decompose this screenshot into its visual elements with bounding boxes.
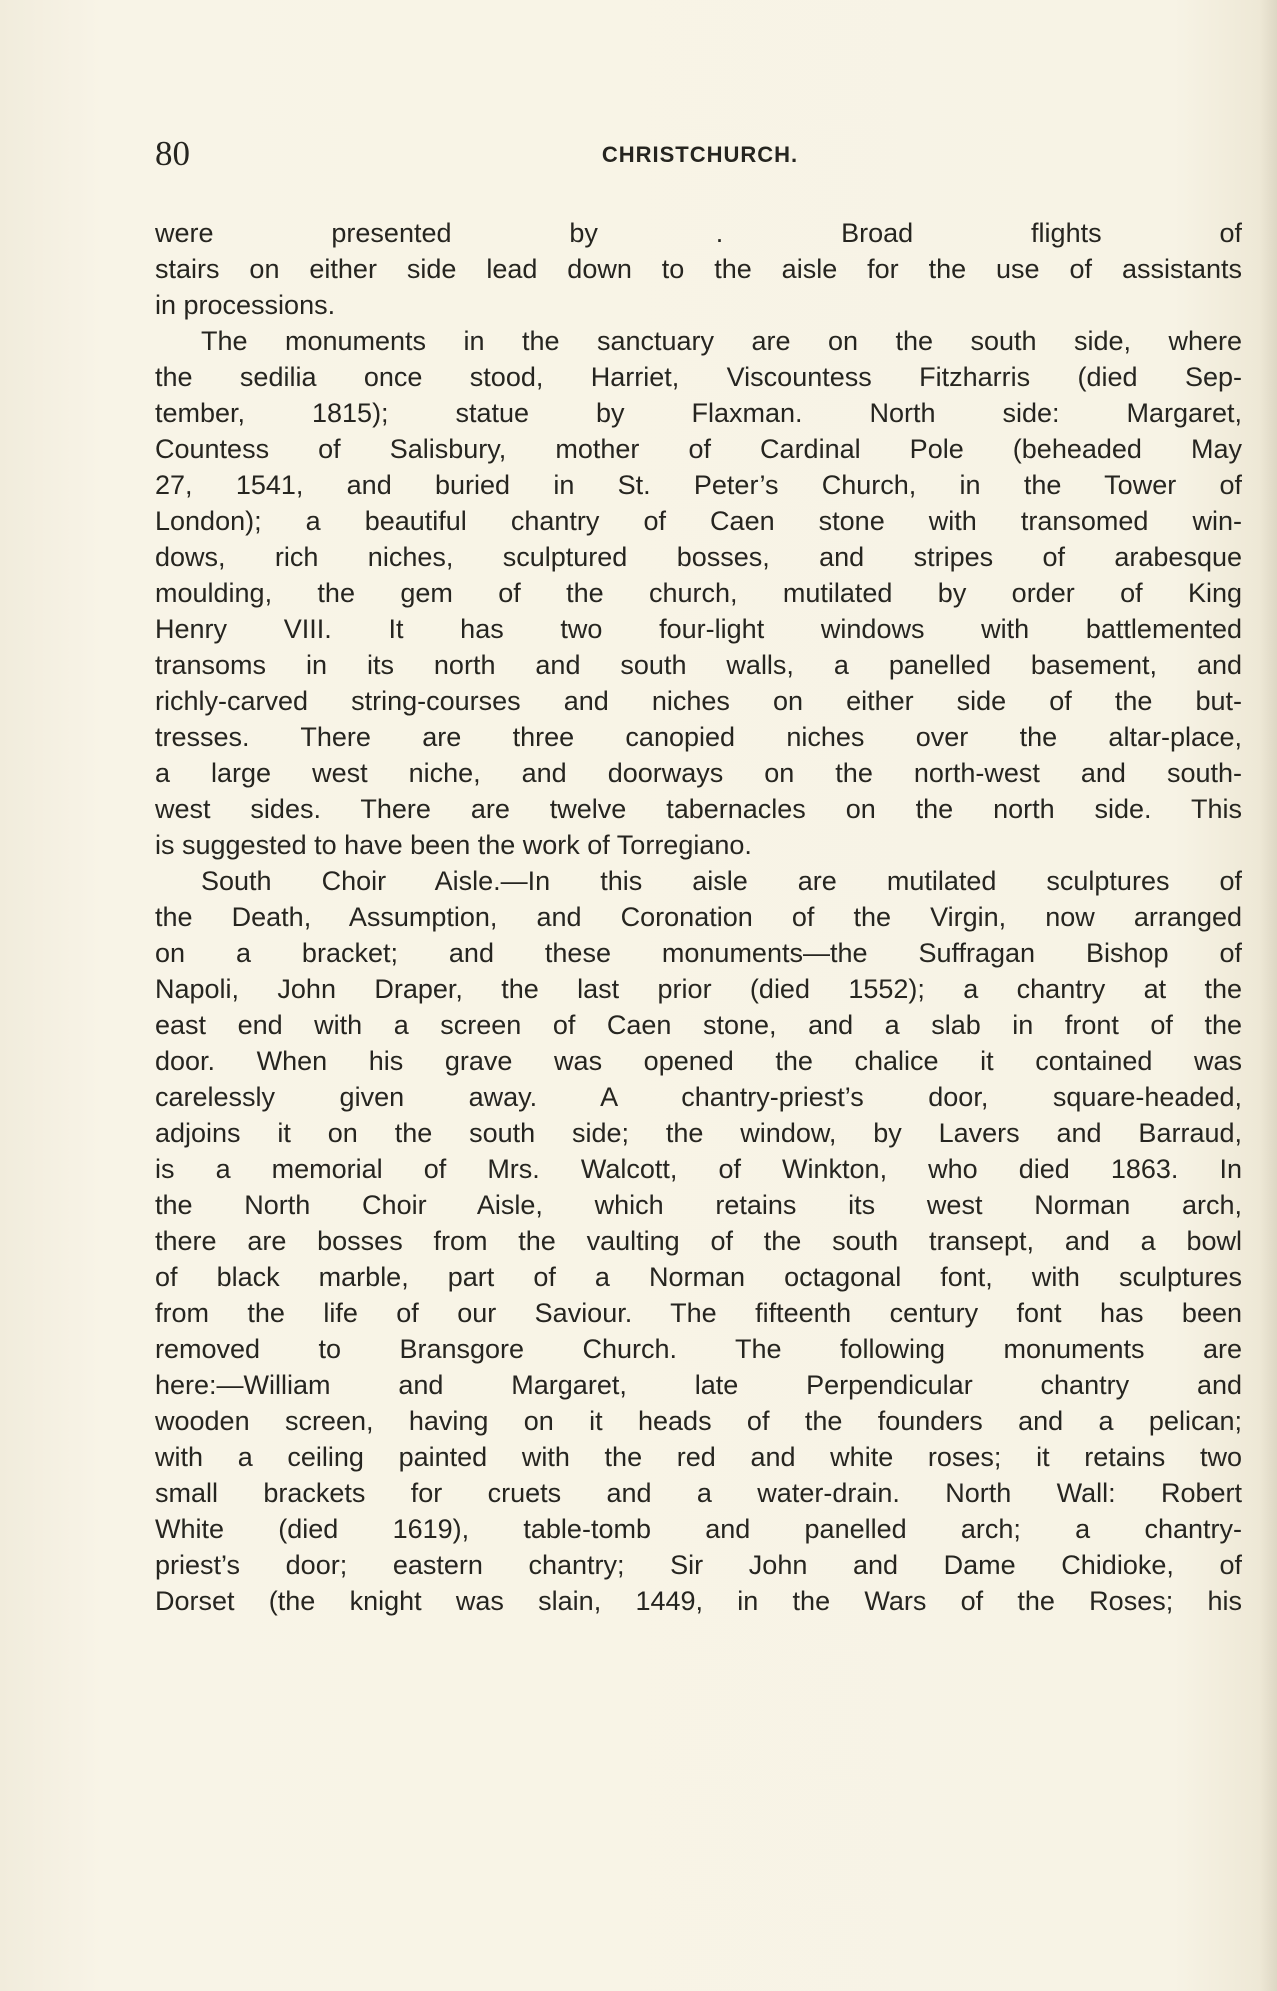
page-edge-shadow [1259,0,1277,1991]
text-line: east end with a screen of Caen stone, and a slab in front of the [155,1010,1242,1040]
text-line: Dorset (the knight was slain, 1449, in the Wars of the Roses; his [155,1586,1242,1616]
text-line: carelessly given away. A chantry-priest’s door, square-headed, [155,1082,1242,1112]
text-line: stairs on either side lead down to the aisle for the use of assistants [155,254,1242,284]
text-line: 27, 1541, and buried in St. Peter’s Church, in the Tower of [155,470,1242,500]
text-line: Napoli, John Draper, the last prior (died 1552); a chantry at the [155,974,1242,1004]
text-line: The monuments in the sanctuary are on the south side, where [201,326,1242,356]
text-line: tresses. There are three canopied niches over the altar-place, [155,722,1242,752]
text-line: there are bosses from the vaulting of the south transept, and a bowl [155,1226,1242,1256]
text-line: London); a beautiful chantry of Caen stone with transomed win- [155,506,1242,536]
text-line: a large west niche, and doorways on the north-west and south- [155,758,1242,788]
text-line: on a bracket; and these monuments—the Suffragan Bishop of [155,938,1242,968]
text-line: dows, rich niches, sculptured bosses, and stripes of arabesque [155,542,1242,572]
text-line: White (died 1619), table-tomb and panelled arch; a chantry- [155,1514,1242,1544]
text-line: removed to Bransgore Church. The following monuments are [155,1334,1242,1364]
text-line: richly-carved string-courses and niches on either side of the but- [155,686,1242,716]
page-header [155,126,1245,176]
body-text [155,215,1242,1619]
text-line: were presented by . Broad flights of [155,218,1242,248]
text-line: west sides. There are twelve tabernacles on the north side. This [155,794,1242,824]
text-line: is a memorial of Mrs. Walcott, of Winkton, who died 1863. In [155,1154,1242,1184]
page-number: 80 [155,134,190,173]
text-lines [155,215,1242,1619]
text-line: door. When his grave was opened the chalice it contained was [155,1046,1242,1076]
text-line: South Choir Aisle.—In this aisle are mutilated sculptures of [201,866,1242,896]
text-line: wooden screen, having on it heads of the founders and a pelican; [155,1406,1242,1436]
text-line: in processions. [155,290,336,320]
text-line: is suggested to have been the work of Torregiano. [155,830,752,860]
text-line: tember, 1815); statue by Flaxman. North side: Margaret, [155,398,1242,428]
text-line: the sedilia once stood, Harriet, Viscountess Fitzharris (died Sep- [155,362,1242,392]
text-line: from the life of our Saviour. The fifteenth century font has been [155,1298,1242,1328]
text-line: Countess of Salisbury, mother of Cardinal Pole (beheaded May [155,434,1242,464]
text-line: with a ceiling painted with the red and white roses; it retains two [155,1442,1242,1472]
text-line: moulding, the gem of the church, mutilated by order of King [155,578,1242,608]
text-line: here:—William and Margaret, late Perpendicular chantry and [155,1370,1242,1400]
text-line: priest’s door; eastern chantry; Sir John and Dame Chidioke, of [155,1550,1242,1580]
text-line: of black marble, part of a Norman octagonal font, with sculptures [155,1262,1242,1292]
text-line: Henry VIII. It has two four-light windows with battlemented [155,614,1242,644]
text-line: small brackets for cruets and a water-drain. North Wall: Robert [155,1478,1242,1508]
text-line: the Death, Assumption, and Coronation of the Virgin, now arranged [155,902,1242,932]
text-line: transoms in its north and south walls, a panelled basement, and [155,650,1242,680]
running-head: CHRISTCHURCH. [601,142,799,167]
text-line: adjoins it on the south side; the window, by Lavers and Barraud, [155,1118,1242,1148]
text-line: the North Choir Aisle, which retains its west Norman arch, [155,1190,1242,1220]
